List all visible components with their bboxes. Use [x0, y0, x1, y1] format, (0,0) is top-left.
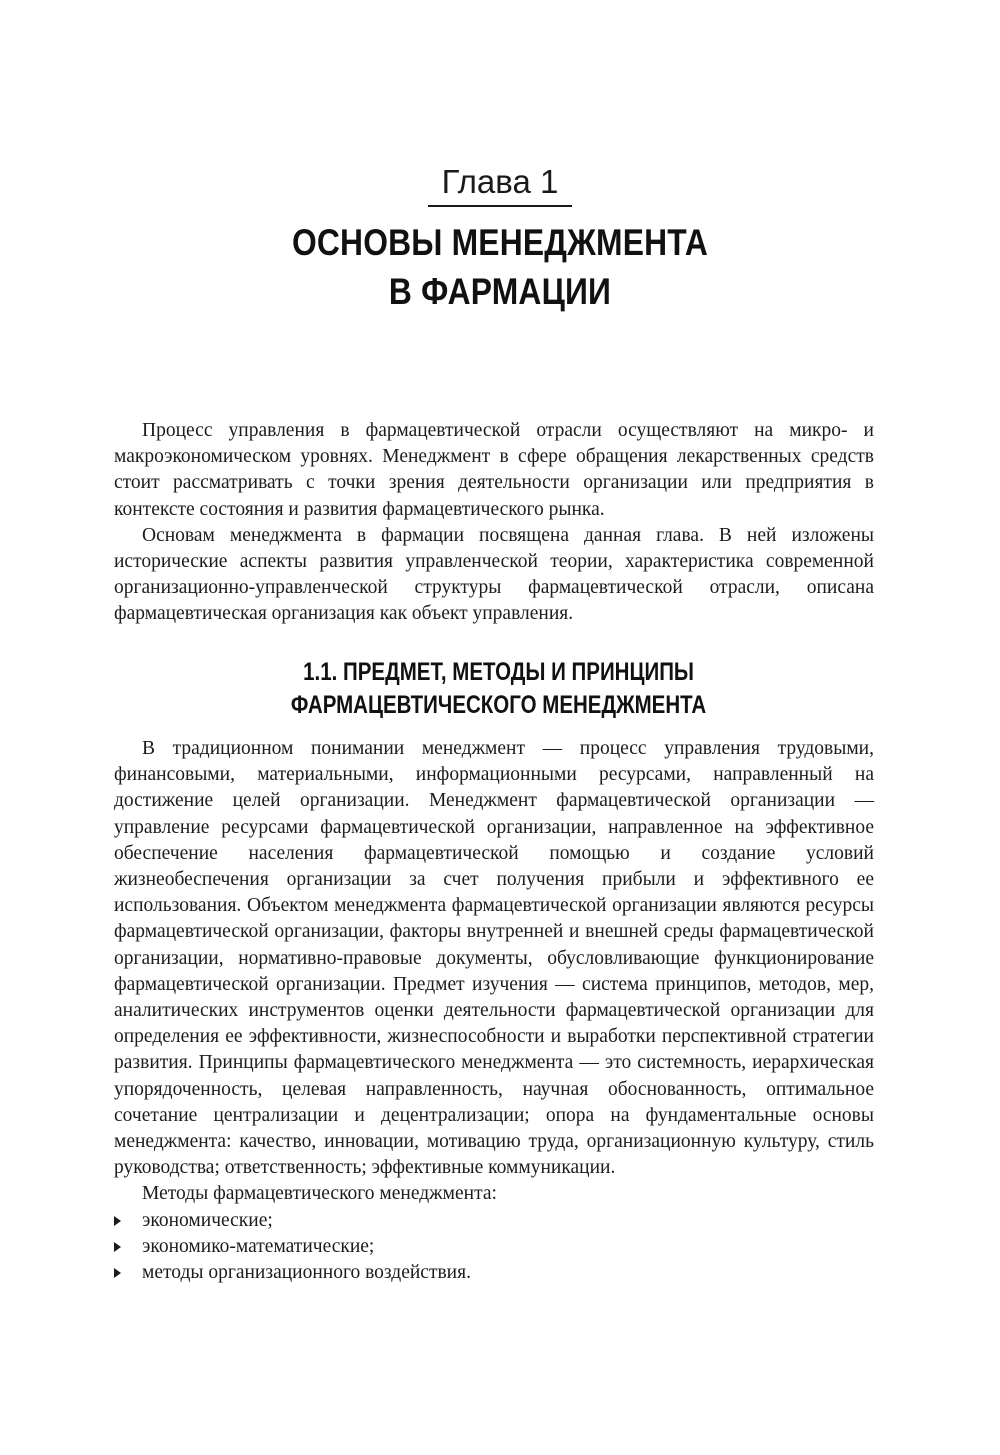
chapter-title: [70, 218, 930, 316]
triangle-bullet-icon: [114, 1216, 121, 1226]
chapter-title-line: В ФАРМАЦИИ: [388, 271, 612, 312]
section-paragraph: В традиционном понимании менеджмент — процесс управления трудовыми, финансовыми, материальными, информационными ресурсами, направленный на достижение целей организации. Менеджмент фармацевтической организации — управление ресурсами фармацевтической организации, направленное на эффективное обеспечение населения фармацевтической помощью и создание условий жизнеобеспечения организации за счет получения прибыли и эффективного ее использования. Объектом менеджмента фармацевтической организации являются ресурсы фармацевтической организации, факторы внутренней и внешней среды фармацевтической организации, нормативно-правовые документы, обусловливающие функционирование фармацевтической организации. Предмет изучения — система принципов, методов, мер, аналитических инструментов оценки деятельности фармацевтической организации для определения ее эффективности, жизнеспособности и выработки перспективной стратегии развития. Принципы фармацевтического менеджмента — это системность, иерархическая упорядоченность, целевая направленность, научная обоснованность, оптимальное сочетание централизации и децентрализации; опора на фундаментальные основы менеджмента: качество, инновации, мотивацию труда, организационную культуру, стиль руководства; ответственность; эффективные коммуникации.: [114, 738, 874, 1179]
chapter-title-line: ОСНОВЫ МЕНЕДЖМЕНТА: [291, 222, 708, 263]
triangle-bullet-icon: [114, 1242, 121, 1252]
section-heading: [89, 656, 909, 722]
list-item: [114, 1260, 874, 1286]
intro-paragraph: Процесс управления в фармацевтической отрасли осуществляют на микро- и макроэкономическом уровнях. Менеджмент в сфере обращения лекарственных средств стоит рассматривать с точки зрения деятельности организации или предприятия в контексте состояния и развития фармацевтического рынка.: [114, 420, 874, 520]
triangle-bullet-icon: [114, 1268, 121, 1278]
methods-intro: Методы фармацевтического менеджмента:: [142, 1183, 497, 1205]
list-item: [114, 1234, 874, 1260]
methods-list: [114, 1208, 874, 1287]
intro-paragraph: Основам менеджмента в фармации посвящена данная глава. В ней изложены исторические аспекты развития управленческой теории, характеристика современной организационно-управленческой структуры фармацевтической отрасли, описана фармацевтическая организация как объект управления.: [114, 524, 874, 625]
list-item-text: методы организационного воздействия.: [142, 1262, 471, 1284]
list-item-text: экономико-математические;: [142, 1235, 375, 1257]
chapter-underline: [428, 205, 572, 207]
chapter-label: Глава 1: [441, 163, 559, 200]
chapter-introduction: [114, 418, 874, 628]
section-heading-line: 1.1. ПРЕДМЕТ, МЕТОДЫ И ПРИНЦИПЫ: [303, 658, 695, 686]
list-item-text: экономические;: [142, 1209, 273, 1231]
list-item: [114, 1208, 874, 1234]
section-body: [114, 736, 874, 1286]
section-heading-line: ФАРМАЦЕВТИЧЕСКОГО МЕНЕДЖМЕНТА: [290, 691, 707, 719]
